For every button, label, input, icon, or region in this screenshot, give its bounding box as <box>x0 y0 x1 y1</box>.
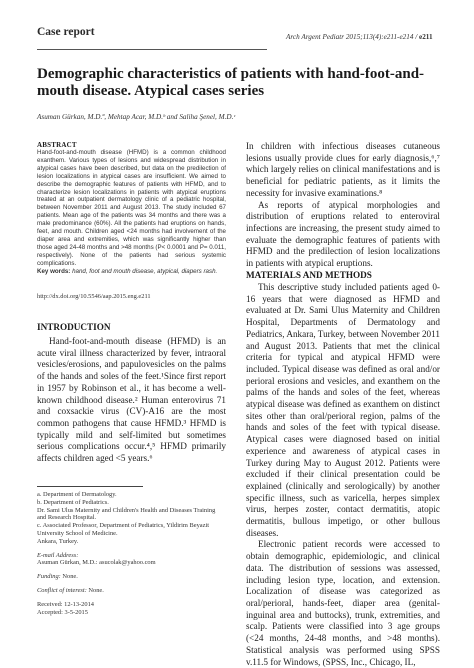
paragraph-early-diagnosis: In children with infectious diseases cutaneous lesions usually provide clues for early diagnosis,⁶,⁷ which largely relies on clinical manifestations and is beneficial for pediatric patients, as it limits the necessity for invasive examinations.⁸ <box>246 141 440 198</box>
methods-heading: MATERIALS AND METHODS <box>246 270 372 280</box>
author-list: Asuman Gürkan, M.D.ª, Mehtap Acar, M.D.ᵇ and Saliha Şenel, M.D.ᶜ <box>37 113 236 121</box>
affiliation-a: a. Department of Dermatology. <box>37 491 117 498</box>
affiliation-hospital: Dr. Sami Ulus Maternity and Children's Health and Diseases Training and Research Hospital. <box>37 506 216 522</box>
abstract-block <box>37 149 226 276</box>
methods-body <box>246 282 440 668</box>
paragraph-records: Electronic patient records were accessed to obtain demographic, epidemiologic, and clinical data. The distribution of sessions was assessed, including lesion type, location, and extension. Localization of disease was categorized as oral/perioral, hands-feet, diaper area (genital-inguinal area and buttocks), trunk, extremities, and scalp. Patients were classified into 3 age groups (<24 months, 24-48 months, and >48 months). Statistical analysis was performed using SPSS v.11.5 for Windows, (SPSS, Inc., Chicago, IL, <box>246 539 440 667</box>
email-address[interactable]: Asuman Gürkan, M.D.: asucolak@yahoo.com <box>37 559 156 567</box>
email-label: E-mail Address: <box>37 551 79 559</box>
affiliation-b: b. Department of Pediatrics. <box>37 498 109 506</box>
received-date: Received: 12-13-2014 <box>37 600 94 608</box>
right-column-top <box>246 141 440 270</box>
introduction-text: Hand-foot-and-mouth disease (HFMD) is an acute viral illness characterized by fever, intraoral vesicles/erosions, and papulovesicles on the palms of the hands and soles of the feet.¹Since first report in 1957 by Robinson et al., it has become a well-known childhood disease.² Human enterovirus 71 and coxsackie virus (CV)-A16 are the most common pathogens that cause HFMD.³ HFMD is typically mild and self-limited but sometimes serious complications occur.⁴,⁵ HFMD primarily affects children aged <5 years.⁶ <box>37 336 226 464</box>
footnote-rule <box>37 486 143 487</box>
funding-label: Funding: <box>37 573 61 581</box>
introduction-body <box>37 336 226 465</box>
affiliation-c: c. Associated Professor, Department of Pediatrics, Yildirim Beyazit University School of Medicine. <box>37 522 210 537</box>
header-rule <box>37 49 267 50</box>
abstract-text: Hand-foot-and-mouth disease (HFMD) is a common childhood exanthem. Various types of lesions and widespread distribution in atypical cases have been described, but data on the predilection of lesion localizations in atypical cases are insufficient. We aimed to describe the demographic features of patients with HFMD, and to characterize lesion localizations in patients with atypical eruptions treated at an outpatient dermatology clinic of a pediatric hospital, between November 2011 and August 2013. The study included 67 patients. Mean age of the patients was 34 months and there was a male predominance (60%). All the patients had eruptions on hands, feet, and mouth. Children aged <24 months had involvement of the diaper area and extremities, which was significantly higher than those aged 24-48 months and >48 months (P< 0.0001 and P= 0.011, respectively). None of the patients had serious systemic complications. <box>37 149 226 267</box>
journal-citation: Arch Argent Pediatr 2015;113(4):e211-e214 / e211 <box>286 33 433 41</box>
conflict-label: Conflict of interest: <box>37 586 87 594</box>
introduction-heading: INTRODUCTION <box>37 322 111 332</box>
paragraph-study-aim: As reports of atypical morphologies and distribution of eruptions related to enteroviral infections are increasing, the present study aimed to evaluate the demographic features of patients with HFMD and the predilection of lesion localizations in patients with atypical eruptions. <box>246 199 440 269</box>
conflict-value: None. <box>86 586 104 594</box>
article-title: Demographic characteristics of patients with hand-foot-and-mouth disease. Atypical cases series <box>37 66 425 99</box>
section-label: Case report <box>37 26 95 38</box>
abstract-heading: ABSTRACT <box>37 141 77 149</box>
paragraph-study-design: This descriptive study included patients aged 0-16 years that were diagnosed as HFMD and evaluated at Dr. Sami Ulus Maternity and Children Hospital, Departments of Dermatology and Pediatrics, Ankara, Turkey, between November 2011 and August 2013. Patients that met the clinical criteria for typical and atypical HFMD were included. Typical disease was defined as oral and/or perioral erosions and vesicles, and exanthem on the palms of the hands and soles of the feet, whereas atypical disease was defined as exanthem on distinct sites other than oral/perioral region, palms of the hands and soles of the feet with typical disease. Atypical cases were diagnosed based on initial experience and awareness of atypical cases in Turkey during May to August 2012. Patients were excluded if their clinical presentation could be explained (clinically and serologically) by another specific illness, such as varicella, herpes simplex virus, herpes zoster, contact dermatitis, atopic dermatitis, bullous impetigo, or other bullous diseases. <box>246 282 440 538</box>
page-number: e211 <box>419 33 433 41</box>
funding-value: None. <box>60 573 78 581</box>
doi-link[interactable]: http://dx.doi.org/10.5546/aap.2015.eng.e211 <box>37 293 151 300</box>
accepted-date: Accepted: 3-5-2015 <box>37 608 88 616</box>
affiliation-city: Ankara, Turkey. <box>37 537 79 545</box>
keywords-text: hand, foot and mouth disease, atypical, diapers rash. <box>70 267 218 275</box>
journal-reference: Arch Argent Pediatr 2015;113(4):e211-e214 <box>286 33 414 41</box>
footnotes <box>37 491 226 616</box>
keywords-label: Key words: <box>37 267 71 275</box>
